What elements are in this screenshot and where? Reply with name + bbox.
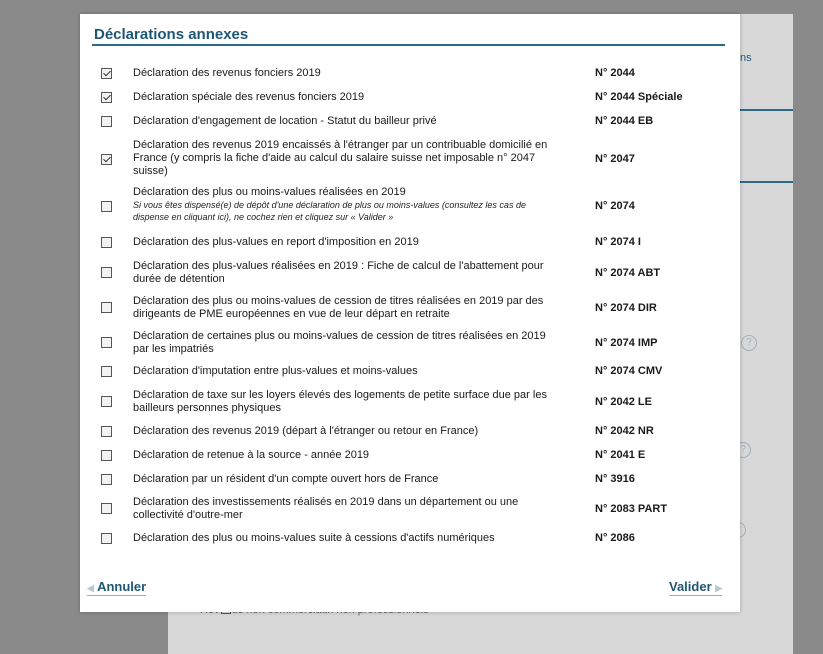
declaration-checkbox[interactable] [101,116,112,127]
declaration-label: Déclaration des plus ou moins-values de cession de titres réalisées en 2019 par des dirigeants de PME européennes en vue de leur départ en retraite [133,295,544,320]
declaration-checkbox[interactable] [101,450,112,461]
declaration-code: N° 2074 CMV [595,365,663,377]
declaration-label: Déclaration des revenus 2019 encaissés à l'étranger par un contribuable domicilié en France (y compris la fiche d'aide au calcul du salaire suisse net imposable n° 2047 suisse) [133,139,548,177]
right-arrow-icon: ▶ [715,583,723,593]
dispense-note[interactable]: Si vous êtes dispensé(e) de dépôt d'une déclaration de plus ou moins-values (consultez les cas de dispense en cliquant ici), ne cochez rien et cliquez sur « Valider » [133,200,526,222]
declaration-code: N° 2074 IMP [595,337,658,349]
cancel-label: Annuler [97,579,147,594]
declaration-checkbox[interactable] [101,426,112,437]
declaration-code: N° 2074 DIR [595,302,657,314]
declaration-checkbox[interactable] [101,267,112,278]
declaration-label: Déclaration des plus ou moins-values suite à cessions d'actifs numériques [133,532,495,544]
declaration-checkbox[interactable] [101,474,112,485]
declaration-code: N° 2044 Spéciale [595,91,683,103]
declaration-label: Déclaration d'imputation entre plus-values et moins-values [133,365,418,377]
cancel-button[interactable] [87,579,146,596]
left-arrow-icon: ◀ [87,583,94,593]
declaration-code: N° 2041 E [595,449,646,461]
declaration-checkbox[interactable] [101,68,112,79]
declaration-code: N° 2074 [595,200,635,212]
declaration-checkbox[interactable] [101,396,112,407]
declaration-label [133,186,553,223]
declaration-label: Déclaration de retenue à la source - année 2019 [133,449,370,461]
help-icon: ? [735,442,751,458]
declaration-code: N° 2047 [595,153,635,165]
validate-button[interactable] [669,579,722,596]
declaration-label: Déclaration des plus-values réalisées en 2019 : Fiche de calcul de l'abattement pour durée de détention [133,260,544,285]
annex-declarations-dialog [80,14,740,612]
declaration-code: N° 2074 ABT [595,267,661,279]
declaration-label: Déclaration des investissements réalisés en 2019 dans un département ou une collectivité d'outre-mer [133,496,519,521]
declaration-code: N° 2042 NR [595,425,654,437]
declaration-label: Déclaration spéciale des revenus fonciers 2019 [133,91,365,103]
declaration-code: N° 2044 EB [595,115,654,127]
declaration-label: Déclaration des revenus fonciers 2019 [133,67,321,79]
declaration-label: Déclaration de taxe sur les loyers élevés des logements de petite surface due par les bailleurs personnes physiques [133,389,547,414]
declaration-label-text: Déclaration des plus ou moins-values réalisées en 2019 [133,186,406,198]
declaration-code: N° 2042 LE [595,396,652,408]
declaration-checkbox[interactable] [101,337,112,348]
declaration-checkbox[interactable] [101,237,112,248]
declaration-label: Déclaration de certaines plus ou moins-values de cession de titres réalisées en 2019 par les impatriés [133,330,546,355]
validate-label: Valider [669,579,712,594]
declaration-code: N° 2074 I [595,236,641,248]
declaration-label: Déclaration des revenus 2019 (départ à l'étranger ou retour en France) [133,425,479,437]
declaration-checkbox[interactable] [101,533,112,544]
help-icon: ? [741,335,757,351]
background-rule [740,181,793,183]
declaration-label: Déclaration d'engagement de location - Statut du bailleur privé [133,115,437,127]
title-divider [92,44,725,46]
declaration-checkbox[interactable] [101,154,112,165]
declaration-label: Déclaration des plus-values en report d'imposition en 2019 [133,236,419,248]
declaration-code: N° 2083 PART [595,503,668,515]
background-rule [740,109,793,111]
declaration-code: N° 2044 [595,67,635,79]
background-side-link: ns [740,52,752,64]
declaration-checkbox[interactable] [101,201,112,212]
declaration-checkbox[interactable] [101,503,112,514]
declaration-code: N° 3916 [595,473,635,485]
declaration-label: Déclaration par un résident d'un compte ouvert hors de France [133,473,439,485]
declaration-code: N° 2086 [595,532,635,544]
declaration-checkbox[interactable] [101,366,112,377]
declaration-checkbox[interactable] [101,92,112,103]
dialog-title: Déclarations annexes [94,26,249,43]
declaration-checkbox[interactable] [101,302,112,313]
